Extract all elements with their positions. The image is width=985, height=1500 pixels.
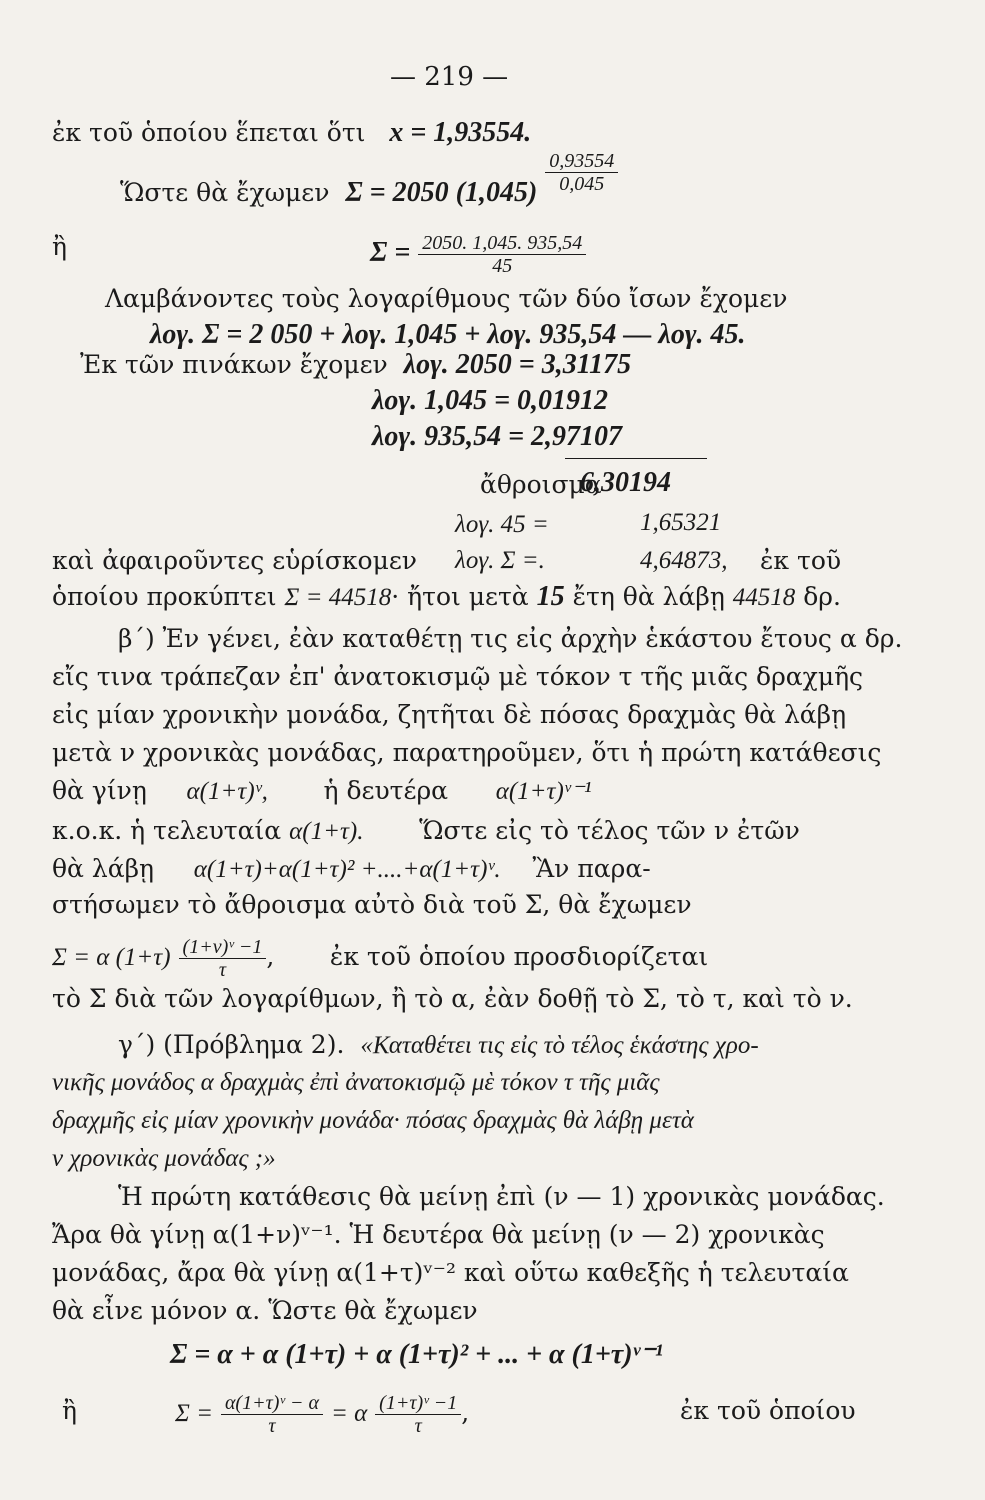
line-8: λογ. 935,54 = 2,97107	[372, 421, 623, 452]
line-27: Ἡ πρώτη κατάθεσις θὰ μείνῃ ἐπὶ (ν — 1) χρονικὰς μονάδας.	[118, 1182, 885, 1211]
text: θὰ λάβῃ	[52, 854, 155, 883]
quote: «Καταθέτει τις εἰς τὸ τέλος ἑκάστης χρο-	[360, 1032, 759, 1059]
line-9-label: ἄθροισμα	[480, 470, 602, 499]
math: α(1+τ)ᵛ⁻¹	[495, 778, 592, 805]
fraction: $\frac{\text{(1+ν)ᵛ −1}}{\tau}$	[179, 936, 267, 981]
line-1	[52, 118, 531, 148]
math: α(1+τ)ᵛ,	[186, 778, 268, 805]
line-20: στήσωμεν τὸ ἄθροισμα αὐτὸ διὰ τοῦ Σ, θὰ ἔχωμεν	[52, 890, 692, 919]
math: α(1+τ)+α(1+τ)² +....+α(1+τ)ᵛ.	[193, 856, 501, 883]
line-14: εἴς τινα τράπεζαν ἐπ' ἀνατοκισμῷ μὲ τόκον τ τῆς μιᾶς δραχμῆς	[52, 662, 864, 691]
line-24: νικῆς μονάδος α δραχμὰς ἐπὶ ἀνατοκισμῷ μὲ τόκον τ τῆς μιᾶς	[52, 1069, 660, 1096]
line-11-math: λογ. Σ =.	[455, 547, 545, 574]
exponent-fraction: $\frac{0,93554}{0,045}$	[545, 150, 618, 195]
line-31: Σ = α + α (1+τ) + α (1+τ)² + ... + α (1+τ)ᵛ⁻¹	[170, 1339, 663, 1370]
line-21: Σ = α (1+τ) $\frac{\text{(1+ν)ᵛ −1}}{\tau}$ , ἐκ τοῦ ὁποίου προσδιορίζεται	[52, 936, 709, 981]
fraction-2: $\frac{\text{(1+τ)ᵛ −1}}{\tau}$	[375, 1392, 461, 1437]
math: 44518	[732, 584, 796, 611]
text: ἡ δευτέρα	[323, 776, 449, 805]
text: δρ.	[803, 582, 841, 611]
math: λογ. 2050 = 3,31175	[403, 349, 632, 380]
sigma: Σ =	[370, 237, 411, 268]
line-32-eta: ἢ	[62, 1396, 77, 1425]
line-13: β΄) Ἐν γένει, ἐὰν καταθέτῃ τις εἰς ἀρχὴν ἑκάστου ἔτους α δρ.	[118, 624, 903, 653]
text: Ἂν παρα-	[532, 854, 651, 883]
text: Ἐκ τῶν πινάκων ἔχομεν	[80, 350, 388, 379]
text: ἐκ τοῦ ὁποίου προσδιορίζεται	[329, 942, 709, 971]
math: x = 1,93554.	[389, 117, 532, 148]
line-7: λογ. 1,045 = 0,01912	[372, 385, 609, 416]
text: ἤτοι μετὰ	[407, 582, 529, 611]
text: γ΄) (Πρόβλημα 2).	[118, 1030, 345, 1059]
line-10-label: λογ. 45 =	[455, 511, 549, 538]
line-32: Σ = $\frac{\text{α(1+τ)ᵛ − α}}{\tau}$ = α $\frac{\text{(1+τ)ᵛ −1}}{\tau}$ ,	[175, 1392, 470, 1437]
line-11-value: 4,64873,	[640, 547, 728, 574]
line-30: θὰ εἶνε μόνον α. Ὥστε θὰ ἔχωμεν	[52, 1296, 478, 1325]
math: α(1+τ).	[289, 818, 364, 845]
text: ἔτη θὰ λάβῃ	[572, 582, 725, 611]
fraction: $\frac{2050. 1,045. 935,54}{45}$	[418, 232, 586, 277]
line-26: ν χρονικὰς μονάδας ;»	[52, 1145, 276, 1172]
line-11-tail: ἐκ τοῦ	[760, 546, 842, 575]
text: ὁποίου προκύπτει	[52, 582, 277, 611]
text: θὰ γίνῃ	[52, 776, 147, 805]
line-3-eta: ἢ	[52, 232, 67, 261]
text: κ.ο.κ. ἡ τελευταία	[52, 816, 282, 845]
math: 15	[536, 581, 565, 612]
math: Σ = 2050 (1,045)	[345, 177, 538, 208]
text: Ὥστε εἰς τὸ τέλος τῶν ν ἐτῶν	[419, 816, 800, 845]
page-number: — 219 —	[390, 62, 509, 92]
line-11-text: καὶ ἀφαιροῦντες εὑρίσκομεν	[52, 546, 417, 575]
text: ἐκ τοῦ ὁποίου ἕπεται ὅτι	[52, 118, 366, 147]
line-22: τὸ Σ διὰ τῶν λογαρίθμων, ἢ τὸ α, ἐὰν δοθῇ τὸ Σ, τὸ τ, καὶ τὸ ν.	[52, 984, 853, 1013]
line-5: λογ. Σ = 2 050 + λογ. 1,045 + λογ. 935,54 — λογ. 45.	[150, 319, 746, 350]
line-2	[120, 150, 618, 217]
line-9-value: 6,30194	[580, 467, 671, 498]
line-23	[118, 1030, 759, 1061]
line-32-tail: ἐκ τοῦ ὁποίου	[680, 1396, 856, 1425]
math: Σ = α (1+τ)	[52, 944, 171, 971]
line-3	[370, 232, 586, 277]
line-17	[52, 776, 592, 807]
line-28: Ἄρα θὰ γίνῃ α(1+ν)ᵛ⁻¹. Ἡ δευτέρα θὰ μείνῃ (ν — 2) χρονικὰς	[52, 1220, 825, 1249]
text: Ὥστε θὰ ἔχωμεν	[120, 178, 330, 207]
math: = α	[330, 1400, 368, 1427]
line-29: μονάδας, ἄρα θὰ γίνῃ α(1+τ)ᵛ⁻² καὶ οὕτω καθεξῆς ἡ τελευταία	[52, 1258, 849, 1287]
line-15: εἰς μίαν χρονικὴν μονάδα, ζητῆται δὲ πόσας δραχμὰς θὰ λάβῃ	[52, 700, 847, 729]
sigma: Σ =	[175, 1400, 213, 1427]
line-12: ὁποίου προκύπτει Σ = 44518· ἤτοι μετὰ 15 ἔτη θὰ λάβῃ 44518 δρ.	[52, 581, 841, 612]
math: Σ = 44518	[284, 584, 392, 611]
line-4: Λαμβάνοντες τοὺς λογαρίθμους τῶν δύο ἴσων ἔχομεν	[105, 284, 788, 313]
line-10-value: 1,65321	[640, 509, 722, 536]
line-6	[80, 350, 631, 380]
line-19	[52, 854, 651, 885]
line-16: μετὰ ν χρονικὰς μονάδας, παρατηροῦμεν, ὅτι ἡ πρώτη κατάθεσις	[52, 738, 882, 767]
line-25: δραχμῆς εἰς μίαν χρονικὴν μονάδα· πόσας δραχμὰς θὰ λάβῃ μετὰ	[52, 1107, 694, 1134]
sum-rule	[565, 458, 707, 459]
fraction-1: $\frac{\text{α(1+τ)ᵛ − α}}{\tau}$	[221, 1392, 323, 1437]
line-18	[52, 816, 800, 847]
